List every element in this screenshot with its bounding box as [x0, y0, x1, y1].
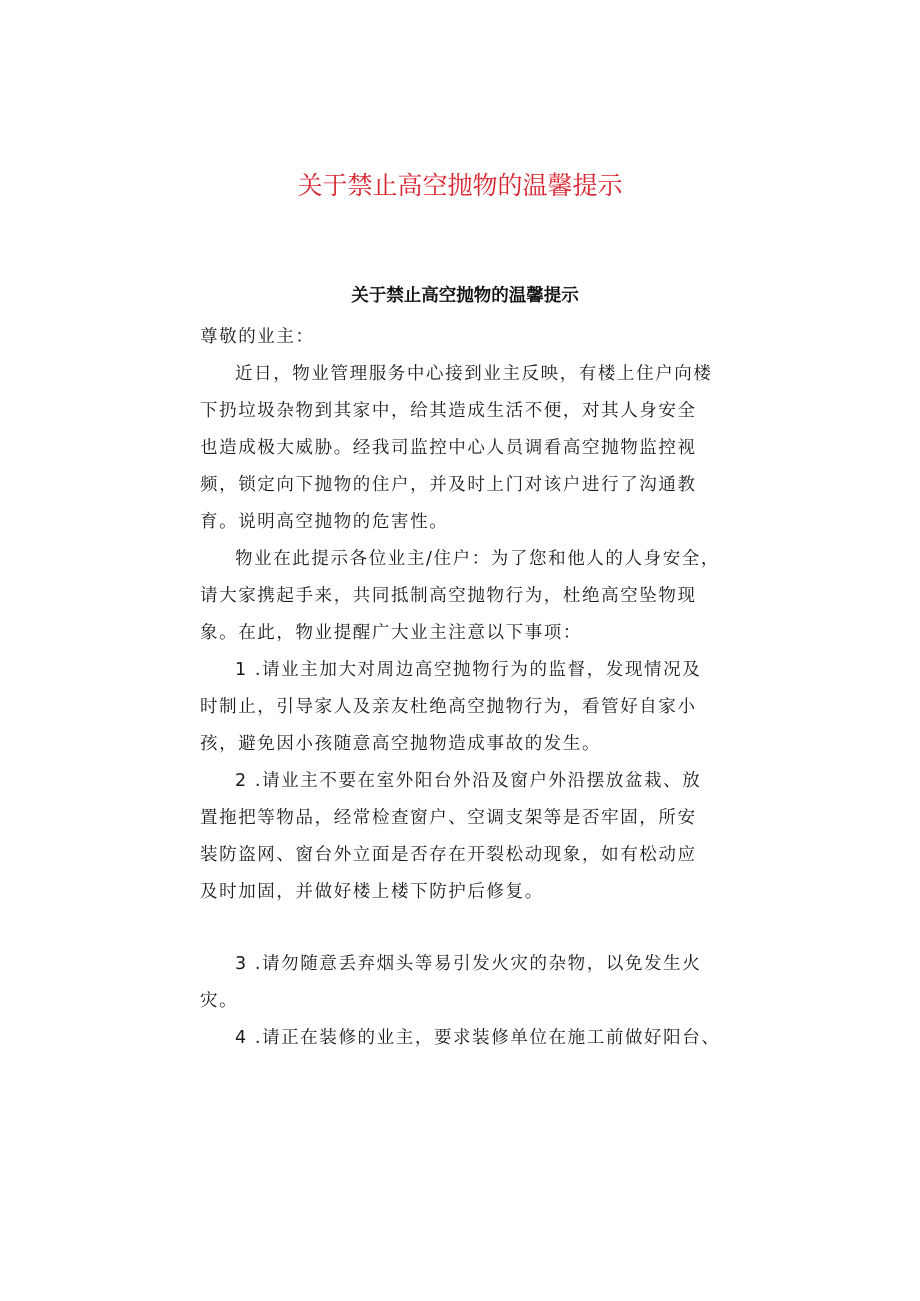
text-line: 也造成极大威胁。经我司监控中心人员调看高空抛物监控视 [200, 438, 697, 458]
paragraph-incident [200, 356, 730, 541]
text-line: 4 .请正在装修的业主，要求装修单位在施工前做好阳台、 [235, 1028, 721, 1048]
paragraph-gap [200, 911, 730, 946]
text-line: 2 .请业主不要在室外阳台外沿及窗户外沿摆放盆栽、放 [235, 771, 702, 791]
text-line: 育。说明高空抛物的危害性。 [200, 512, 449, 532]
text-line: 置拖把等物品，经常检查窗户、空调支架等是否牢固，所安 [200, 808, 697, 828]
text-line: 孩，避免因小孩随意高空抛物造成事故的发生。 [200, 734, 602, 754]
notice-heading: 关于禁止高空抛物的温馨提示 [351, 286, 579, 306]
text-line: 时制止，引导家人及亲友杜绝高空抛物行为，看管好自家小 [200, 697, 697, 717]
text-line: 及时加固，并做好楼上楼下防护后修复。 [200, 882, 544, 902]
text-line: 1 .请业主加大对周边高空抛物行为的监督，发现情况及 [235, 660, 702, 680]
document-body [200, 283, 730, 1057]
text-line: 近日，物业管理服务中心接到业主反映，有楼上住户向楼 [235, 364, 713, 384]
text-line: 请大家携起手来，共同抵制高空抛物行为，杜绝高空坠物现 [200, 586, 697, 606]
list-item-2 [200, 763, 730, 911]
text-line: 频，锁定向下抛物的住户，并及时上门对该户进行了沟通教 [200, 475, 697, 495]
text-line: 灾。 [200, 991, 239, 1011]
list-item-4 [200, 1020, 730, 1057]
text-line: 物业在此提示各位业主/住户：为了您和他人的人身安全， [235, 549, 720, 569]
text-line: 装防盗网、窗台外立面是否存在开裂松动现象，如有松动应 [200, 845, 697, 865]
list-item-1 [200, 652, 730, 763]
list-item-3 [200, 946, 730, 1020]
text-line: 下扔垃圾杂物到其家中，给其造成生活不便，对其人身安全 [200, 401, 697, 421]
document-title: 关于禁止高空抛物的温馨提示 [297, 171, 623, 200]
text-line: 象。在此，物业提醒广大业主注意以下事项： [200, 623, 582, 643]
text-line: 3 .请勿随意丢弃烟头等易引发火灾的杂物，以免发生火 [235, 954, 702, 974]
salutation: 尊敬的业主： [200, 327, 315, 347]
paragraph-reminder [200, 541, 730, 652]
